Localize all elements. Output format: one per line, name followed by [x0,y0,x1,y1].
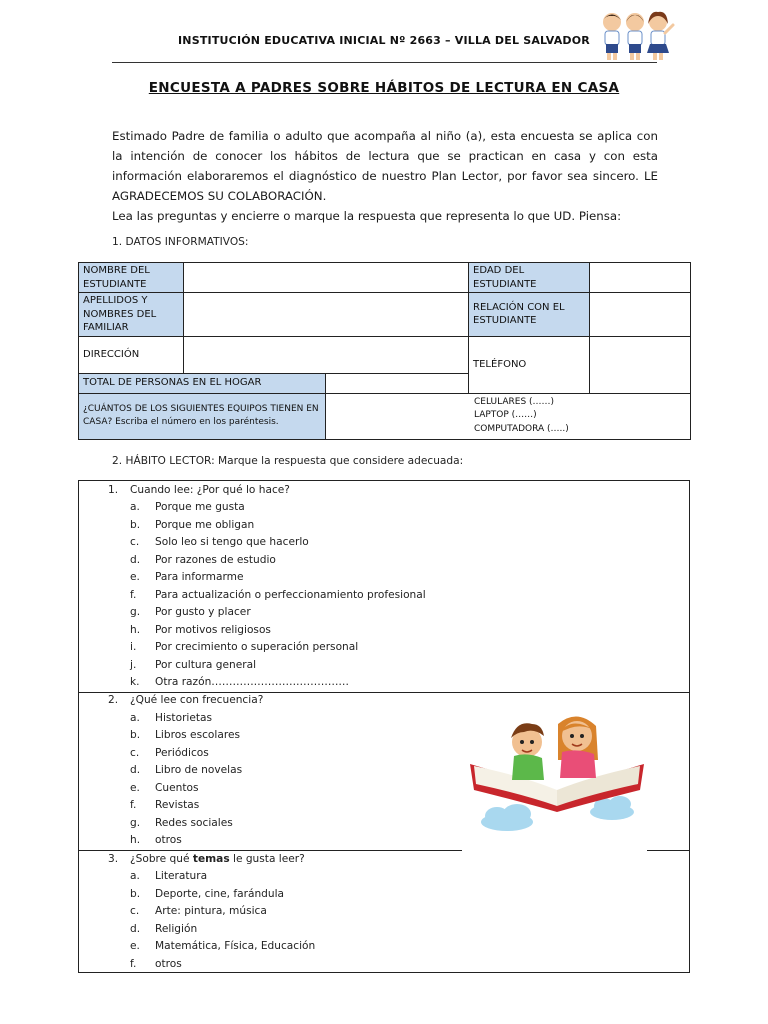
question-1 [108,483,290,497]
field-household[interactable] [326,373,469,393]
option-text: Para actualización o perfeccionamiento profesional [155,588,426,601]
label-phone: TELÉFONO [469,336,590,393]
answer-option[interactable] [130,605,251,619]
school-children-illustration [590,8,680,62]
answer-option[interactable] [130,746,209,760]
option-text: Arte: pintura, música [155,905,267,917]
option-letter: f. [130,799,137,811]
question-3 [108,852,305,866]
answer-option[interactable] [130,763,242,777]
option-text: Otra razón………………………………… [155,676,350,688]
label-relation: RELACIÓN CON EL ESTUDIANTE [469,293,590,337]
option-text: Por gusto y placer [155,606,251,618]
answer-option[interactable] [130,675,349,689]
institution-header: INSTITUCIÓN EDUCATIVA INICIAL Nº 2663 – VILLA DEL SALVADOR [178,34,590,47]
option-letter: j. [130,658,137,671]
option-letter: e. [130,940,140,952]
answer-option[interactable] [130,939,315,953]
option-letter: b. [130,887,141,900]
answer-option[interactable] [130,535,309,549]
option-text: Literatura [155,870,208,882]
answer-option[interactable] [130,816,233,830]
option-letter: d. [130,764,141,776]
option-text: Periódicos [155,746,209,759]
option-text: Deporte, cine, farándula [155,887,285,900]
answer-option[interactable] [130,640,358,654]
answer-option[interactable] [130,588,426,602]
option-text: Matemática, Física, Educación [155,940,316,952]
section2-heading: 2. HÁBITO LECTOR: Marque la respuesta que considere adecuada: [112,455,464,467]
option-text: Porque me gusta [155,501,245,513]
label-household: TOTAL DE PERSONAS EN EL HOGAR [79,373,326,393]
option-letter: g. [130,816,141,829]
header-rule [112,62,657,63]
option-letter: e. [130,571,140,583]
option-text: Libros escolares [155,729,240,741]
label-devices-question [79,393,326,439]
question-text: Cuando lee: ¿Por qué lo hace? [130,484,290,496]
answer-option[interactable] [130,711,212,725]
answer-option[interactable] [130,518,254,532]
question-text-before: ¿Sobre qué [130,853,193,865]
answer-option[interactable] [130,904,267,918]
answer-option[interactable] [130,887,284,901]
intro-instruction: Lea las preguntas y encierre o marque la respuesta que representa lo que UD. Piensa: [112,209,622,223]
answer-option[interactable] [130,922,197,936]
question-text-bold: temas [192,853,230,865]
option-text: Libro de novelas [155,764,243,776]
devices-counts [326,393,691,439]
option-text: Solo leo si tengo que hacerlo [155,536,309,548]
answer-option[interactable] [130,570,243,584]
option-letter: c. [130,746,140,759]
answer-option[interactable] [130,553,276,567]
cellphones-count[interactable]: CELULARES (……) [474,396,555,407]
survey-title: ENCUESTA A PADRES SOBRE HÁBITOS DE LECTURA EN CASA [148,80,620,96]
datos-informativos-table [78,262,691,440]
label-student-age: EDAD DEL ESTUDIANTE [469,263,590,293]
option-text: Por razones de estudio [155,553,276,566]
option-letter: h. [130,834,141,846]
answer-option[interactable] [130,781,199,795]
option-letter: f. [130,588,137,601]
option-text: Revistas [155,799,200,811]
question-text-after: le gusta leer? [229,853,305,865]
devices-question-note: Escriba el número en los paréntesis. [115,417,279,427]
option-letter: d. [130,922,141,935]
option-letter: b. [130,518,141,531]
label-family-name: APELLIDOS Y NOMBRES DEL FAMILIAR [79,293,184,337]
section1-heading: 1. DATOS INFORMATIVOS: [112,236,249,248]
answer-option[interactable] [130,623,271,637]
option-letter: f. [130,957,137,970]
option-text: Porque me obligan [155,518,255,531]
question-number: 3. [108,853,119,865]
option-letter: c. [130,536,140,548]
kids-reading-flying-book-illustration [462,694,647,854]
option-letter: d. [130,553,141,566]
answer-option[interactable] [130,833,182,847]
field-relation[interactable] [590,293,691,337]
field-address[interactable] [184,336,469,373]
option-text: Para informarme [155,571,244,583]
option-letter: c. [130,905,140,917]
intro-text [112,126,658,226]
intro-paragraph: Estimado Padre de familia o adulto que acompaña al niño (a), esta encuesta se aplica con la intención de conocer los hábitos de lectura que se practican en casa y con esta información elaboraremos el diagnóstico de nuestro Plan Lector, por favor sea sincero. LE AGRADECEMOS SU COLABORACIÓN. [112,129,658,203]
field-family-name[interactable] [184,293,469,337]
field-phone[interactable] [590,336,691,393]
option-letter: e. [130,781,140,794]
question-text: ¿Qué lee con frecuencia? [130,694,264,706]
question-2 [108,693,263,707]
option-text: Redes sociales [155,816,233,829]
answer-option[interactable] [130,798,199,812]
field-student-age[interactable] [590,263,691,293]
answer-option[interactable] [130,658,256,672]
option-text: Cuentos [155,781,199,794]
answer-option[interactable] [130,728,240,742]
option-letter: a. [130,870,140,882]
answer-option[interactable] [130,500,245,514]
option-text: Por cultura general [155,658,257,671]
field-student-name[interactable] [184,263,469,293]
question-number: 1. [108,484,119,496]
option-letter: k. [130,676,140,688]
option-text: otros [155,957,182,970]
option-letter: i. [130,641,137,653]
option-text: otros [155,834,182,846]
devices-question-main: ¿CUÁNTOS DE LOS SIGUIENTES EQUIPOS TIENEN EN CASA? [83,403,319,427]
label-address: DIRECCIÓN [79,336,184,373]
option-text: Por crecimiento o superación personal [155,641,359,653]
computer-count[interactable]: COMPUTADORA (…..) [474,423,569,434]
laptop-count[interactable]: LAPTOP (……) [474,410,537,421]
option-text: Por motivos religiosos [155,623,271,636]
option-text: Historietas [155,711,213,724]
option-letter: a. [130,711,140,724]
option-letter: b. [130,729,141,741]
option-letter: a. [130,501,140,513]
answer-option[interactable] [130,957,182,971]
question-number: 2. [108,694,119,706]
option-letter: h. [130,623,141,636]
label-student-name: NOMBRE DEL ESTUDIANTE [79,263,184,293]
option-letter: g. [130,606,141,618]
option-text: Religión [155,922,198,935]
answer-option[interactable] [130,869,207,883]
